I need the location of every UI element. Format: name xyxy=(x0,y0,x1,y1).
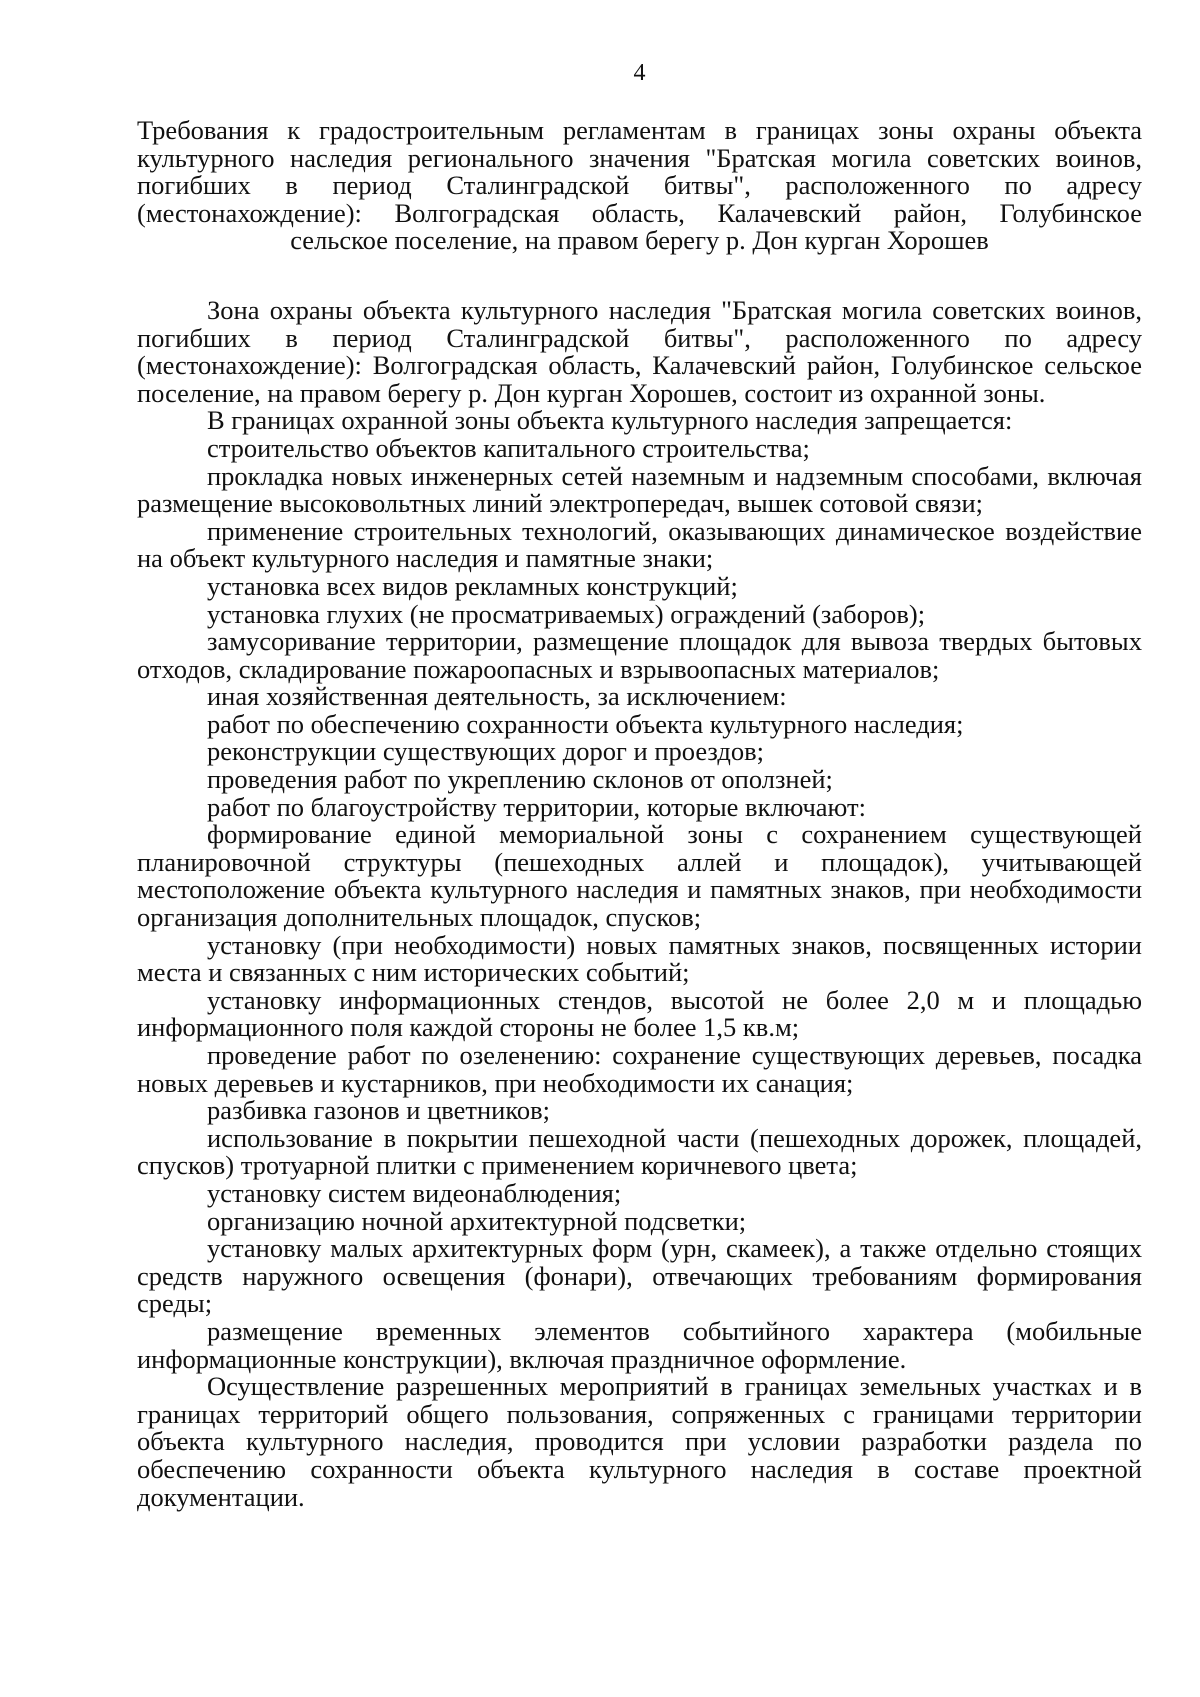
list-item-paving: использование в покрытии пешеходной части (пешеходных дорожек, площадей, спусков) тротуарной плитки с применением коричневого цвета; xyxy=(137,1122,1142,1181)
paragraph-conclusion: Осуществление разрешенных мероприятий в границах земельных участках и в границах территорий общего пользования, сопряженных с границами территории объекта культурного наследия, проводится при условии разработки раздела по обеспечению сохранности объекта культурного наследия в составе проектной документации. xyxy=(137,1371,1142,1512)
list-item-landscaping-intro: работ по благоустройству территории, которые включают: xyxy=(207,791,866,822)
list-item-small-forms: установку малых архитектурных форм (урн, скамеек), а также отдельно стоящих средств наружного освещения (фонари), отвечающих требованиям формирования среды; xyxy=(137,1233,1142,1319)
list-item-memorial-zone: формирование единой мемориальной зоны с сохранением существующей планировочной структуры (пешеходных аллей и площадок), учитывающей местоположение объекта культурного наследия и памятных знаков, при необходимости организация дополнительных площадок, спусков; xyxy=(137,819,1142,933)
list-item-info-stands: установку информационных стендов, высотой не более 2,0 м и площадью информационного поля каждой стороны не более 1,5 кв.м; xyxy=(137,984,1142,1043)
list-item-temporary-elements: размещение временных элементов событийного характера (мобильные информационные конструкции), включая праздничное оформление. xyxy=(137,1315,1142,1374)
list-item-advertising: установка всех видов рекламных конструкций; xyxy=(207,570,738,601)
list-item-engineering-networks: прокладка новых инженерных сетей наземным и надземным способами, включая размещение высоковольтных линий электропередач, вышек сотовой связи; xyxy=(137,460,1142,519)
heading-last-line: сельское поселение, на правом берегу р. Дон курган Хорошев xyxy=(290,225,989,256)
list-item-other-activity: иная хозяйственная деятельность, за исключением: xyxy=(207,681,787,712)
list-item-lawns: разбивка газонов и цветников; xyxy=(207,1095,550,1126)
list-item-video-surveillance: установку систем видеонаблюдения; xyxy=(207,1177,622,1208)
document-heading xyxy=(137,117,1142,255)
list-item-memorial-signs: установку (при необходимости) новых памятных знаков, посвященных истории места и связанных с ним исторических событий; xyxy=(137,929,1142,988)
heading-text: Требования к градостроительным регламентам в границах зоны охраны объекта культурного наследия регионального значения "Братская могила советских воинов, погибших в период Сталинградской битвы", расположенного по адресу (местонахождение): Волгоградская область, Калачевский район, Голубинское xyxy=(137,115,1142,228)
list-item-slope-works: проведения работ по укреплению склонов от оползней; xyxy=(207,764,833,795)
document-body xyxy=(137,294,1142,1512)
list-item-littering: замусоривание территории, размещение площадок для вывоза твердых бытовых отходов, складирование пожароопасных и взрывоопасных материалов; xyxy=(137,626,1142,684)
list-item-preservation-works: работ по обеспечению сохранности объекта культурного наследия; xyxy=(207,708,964,739)
list-item-construction-technologies: применение строительных технологий, оказывающих динамическое воздействие на объект культурного наследия и памятные знаки; xyxy=(137,515,1142,574)
paragraph-prohibited-intro: В границах охранной зоны объекта культурного наследия запрещается: xyxy=(207,405,1013,436)
page-number: 4 xyxy=(633,60,646,86)
paragraph-zone-description: Зона охраны объекта культурного наследия "Братская могила советских воинов, погибших в период Сталинградской битвы", расположенного по адресу (местонахождение): Волгоградская область, Калачевский район, Голубинское сельское поселение, на правом берегу р. Дон курган Хорошев, состоит из охранной зоны. xyxy=(137,294,1142,408)
list-item-road-reconstruction: реконструкции существующих дорог и проездов; xyxy=(207,736,765,767)
document-page xyxy=(137,50,1142,1511)
list-item-greening: проведение работ по озеленению: сохранение существующих деревьев, посадка новых деревьев и кустарников, при необходимости их санация; xyxy=(137,1040,1142,1098)
list-item-capital-construction: строительство объектов капитального строительства; xyxy=(207,432,810,463)
list-item-night-lighting: организацию ночной архитектурной подсветки; xyxy=(207,1205,747,1236)
list-item-fences: установка глухих (не просматриваемых) ограждений (заборов); xyxy=(207,598,926,629)
